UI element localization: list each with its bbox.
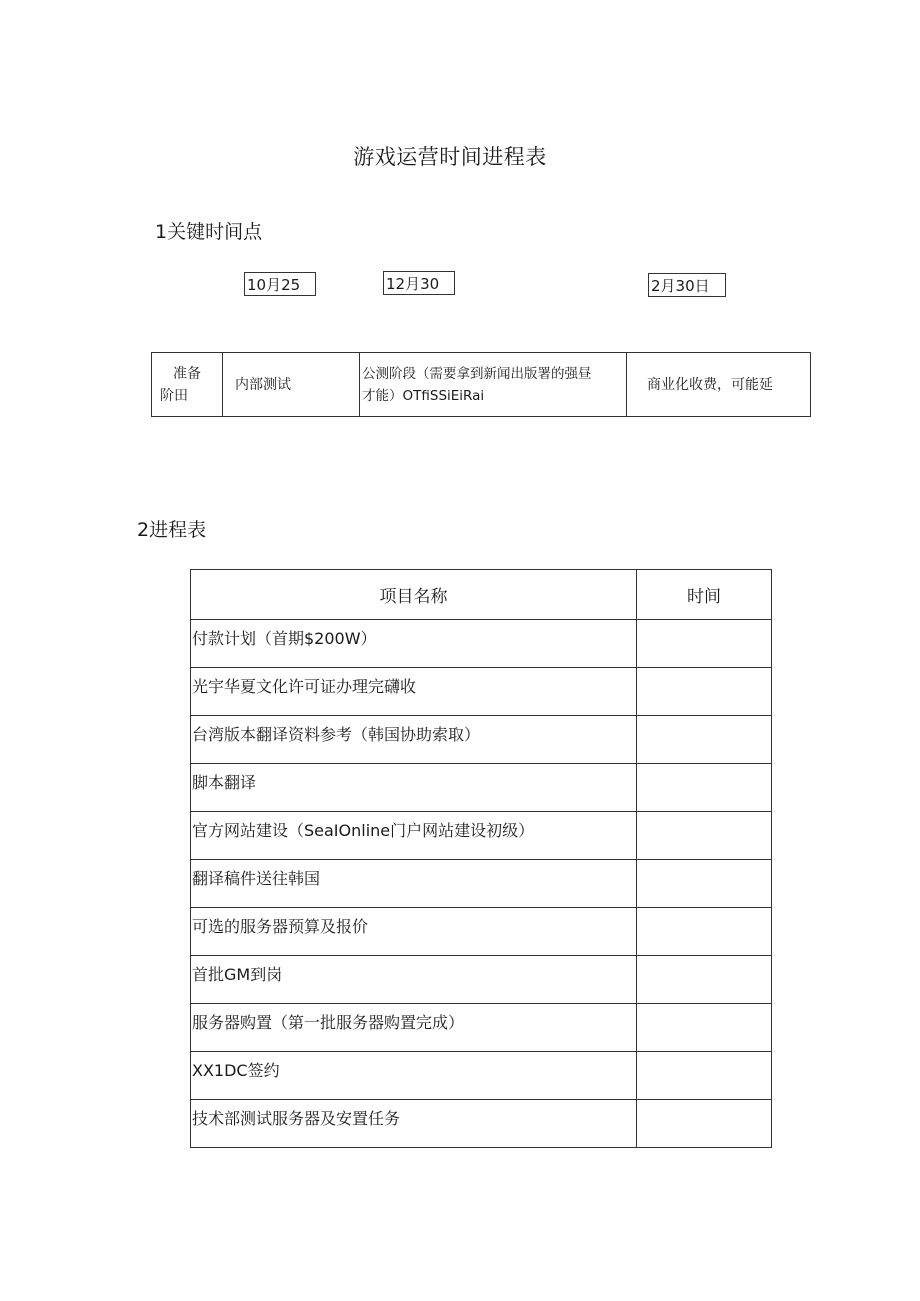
phase-prepare-line2: 阶田	[160, 387, 188, 404]
row-time-cell	[637, 764, 772, 812]
table-row	[191, 956, 772, 1004]
row-name-cell: 官方网站建设（SeaIOnline门户网站建设初级）	[191, 812, 637, 860]
row-time-cell	[637, 716, 772, 764]
row-time-cell	[637, 668, 772, 716]
table-row	[191, 620, 772, 668]
phase-open-beta-line1: 公测阶段（需要拿到新闻出版署的强昼	[362, 365, 592, 382]
row-time-cell	[637, 1100, 772, 1148]
table-row	[191, 860, 772, 908]
row-name-cell: 服务器购置（第一批服务器购置完成）	[191, 1004, 637, 1052]
row-time-cell	[637, 860, 772, 908]
phase-prepare-line1: 准备	[173, 365, 201, 382]
row-name-cell: XX1DC签约	[191, 1052, 637, 1100]
phase-cell-prepare	[152, 353, 223, 417]
row-time-cell	[637, 908, 772, 956]
table-row	[191, 1052, 772, 1100]
row-name-cell: 台湾版本翻译资料参考（韩国协助索取）	[191, 716, 637, 764]
phase-timeline-table	[151, 352, 811, 417]
table-row	[191, 716, 772, 764]
column-header-time: 时间	[637, 570, 772, 620]
row-name-cell: 可选的服务器预算及报价	[191, 908, 637, 956]
phase-internal-test-label: 内部测试	[235, 376, 291, 393]
row-name-cell: 首批GM到岗	[191, 956, 637, 1004]
phase-cell-internal-test	[223, 353, 360, 417]
phase-open-beta-line2: 才能）OTfiSSiEiRai	[362, 387, 485, 404]
date-box-1: 10月25	[244, 272, 316, 296]
row-name-cell: 付款计划（首期$200W）	[191, 620, 637, 668]
date-box-3: 2月30日	[648, 273, 726, 297]
table-row	[191, 908, 772, 956]
table-header-row	[191, 570, 772, 620]
date-box-2: 12月30	[383, 271, 455, 295]
column-header-project-name: 项目名称	[191, 570, 637, 620]
row-time-cell	[637, 956, 772, 1004]
table-row	[191, 764, 772, 812]
document-title: 游戏运营时间进程表	[353, 145, 547, 169]
section-heading-schedule: 2进程表	[137, 519, 207, 541]
row-name-cell: 技术部测试服务器及安置任务	[191, 1100, 637, 1148]
row-time-cell	[637, 1004, 772, 1052]
row-time-cell	[637, 812, 772, 860]
row-name-cell: 翻译稿件送往韩国	[191, 860, 637, 908]
table-row	[191, 812, 772, 860]
table-row	[191, 668, 772, 716]
section-heading-key-dates: 1关键时间点	[155, 221, 263, 243]
table-row	[191, 1100, 772, 1148]
row-time-cell	[637, 1052, 772, 1100]
table-row	[191, 1004, 772, 1052]
row-time-cell	[637, 620, 772, 668]
phase-cell-open-beta	[360, 353, 627, 417]
schedule-table	[190, 569, 772, 1148]
phase-cell-commercial	[627, 353, 811, 417]
phase-commercial-label: 商业化收费，可能延	[647, 376, 773, 393]
row-name-cell: 光宇华夏文化许可证办理完礴收	[191, 668, 637, 716]
row-name-cell: 脚本翻译	[191, 764, 637, 812]
phase-row	[152, 353, 811, 417]
